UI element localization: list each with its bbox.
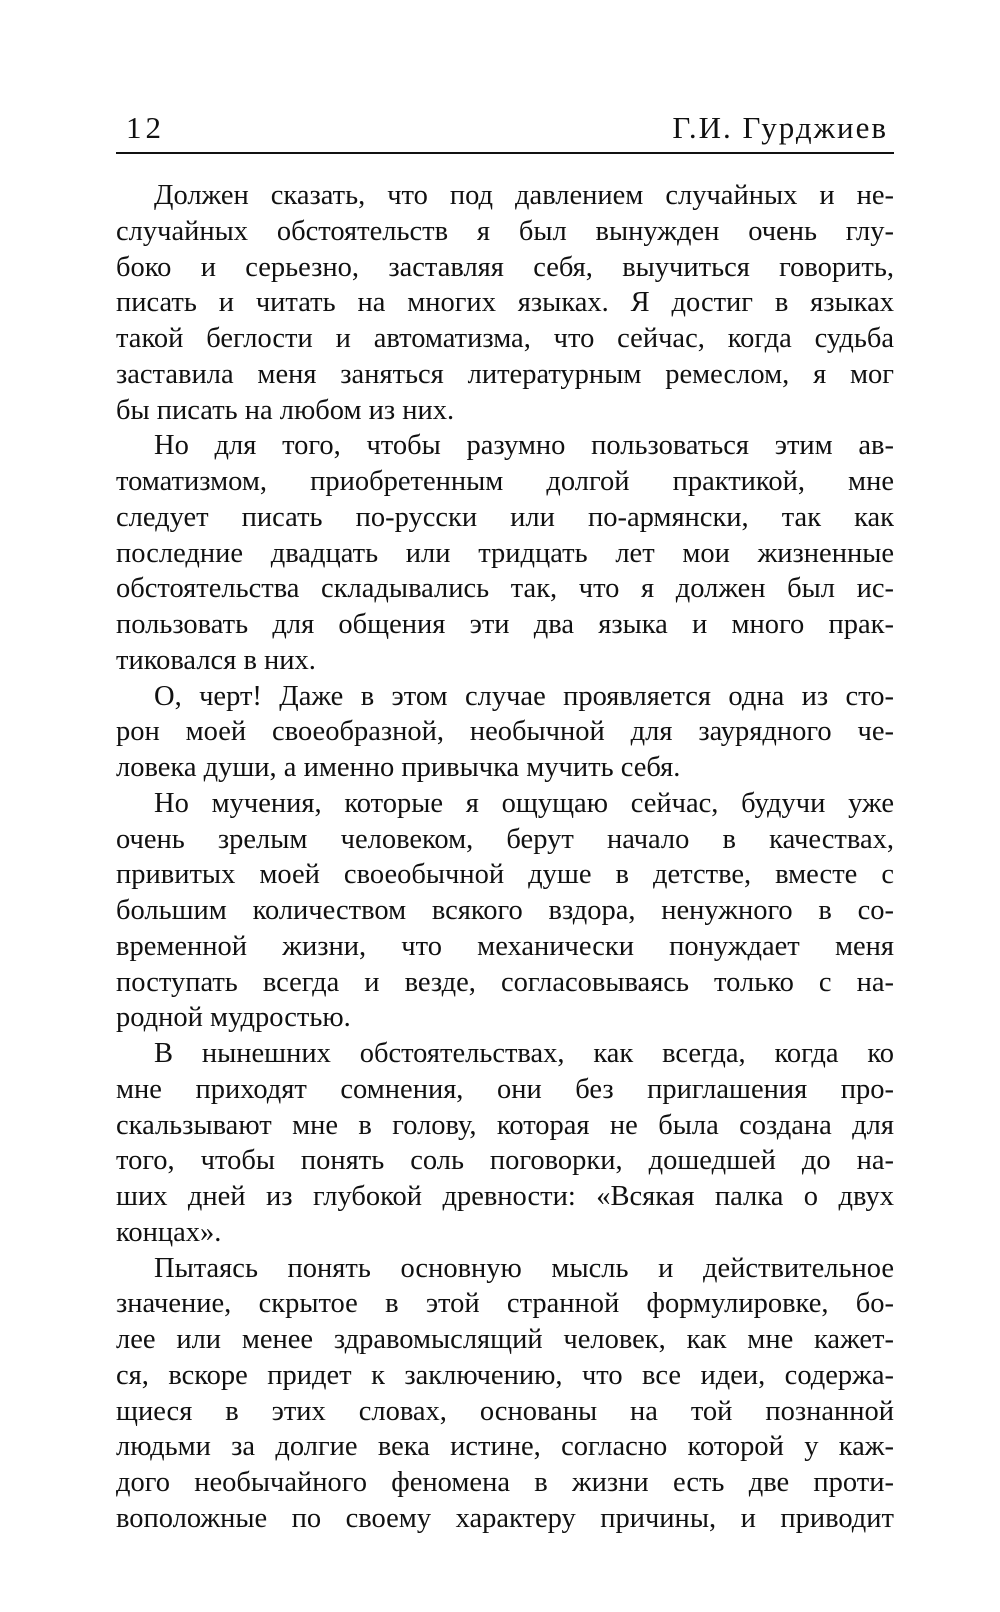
text-line: следует писать по-русски или по-армянски, так как — [116, 501, 894, 533]
text-line: томатизмом, приобретенным долгой практикой, мне — [116, 466, 894, 497]
text-line: боко и серьезно, заставляя себя, выучиться говорить, — [116, 251, 894, 283]
text-line: поступать всегда и везде, согласовываясь только с на- — [116, 966, 894, 998]
text-line: рон моей своеобразной, необычной для заурядного че- — [116, 716, 894, 748]
text-line: воположные по своему характеру причины, и приводит — [116, 1502, 894, 1534]
text-line: значение, скрытое в этой странной формулировке, бо- — [116, 1288, 894, 1320]
text-line: ловека души, а именно привычка мучить себя. — [116, 752, 681, 783]
text-line: щиеся в этих словах, основаны на той познанной — [116, 1395, 894, 1427]
text-line: ших дней из глубокой древности: «Всякая палка о двух — [116, 1181, 894, 1212]
text-line: скальзывают мне в голову, которая не была создана для — [116, 1109, 894, 1141]
text-line: того, чтобы понять соль поговорки, дошедшей до на- — [116, 1145, 894, 1177]
text-line: последние двадцать или тридцать лет мои жизненные — [116, 537, 894, 569]
text-line: большим количеством всякого вздора, ненужного в со- — [116, 895, 894, 926]
text-line: В нынешних обстоятельствах, как всегда, когда ко — [154, 1038, 894, 1069]
text-line: привитых моей своеобычной душе в детстве, вместе с — [116, 859, 894, 891]
text-line: О, черт! Даже в этом случае проявляется одна из сто- — [154, 680, 894, 712]
text-line: обстоятельства складывались так, что я должен был ис- — [116, 573, 894, 605]
text-line: такой беглости и автоматизма, что сейчас, когда судьба — [116, 323, 894, 354]
page-number: 12 — [126, 110, 165, 145]
running-header — [116, 110, 894, 154]
text-line: ся, вскоре придет к заключению, что все идеи, содержа- — [116, 1359, 894, 1391]
text-line: дого необычайного феномена в жизни есть две проти- — [116, 1467, 894, 1498]
text-line: лее или менее здравомыслящий человек, как мне кажет- — [116, 1324, 894, 1355]
text-line: концах». — [116, 1216, 222, 1248]
text-line: писать и читать на многих языках. Я достиг в языках — [116, 287, 894, 319]
body-text — [116, 178, 894, 1537]
text-line: случайных обстоятельств я был вынужден очень глу- — [116, 215, 894, 247]
text-line: Должен сказать, что под давлением случайных и не- — [154, 180, 894, 211]
text-line: тиковался в них. — [116, 644, 316, 676]
text-line: Но для того, чтобы разумно пользоваться этим ав- — [154, 430, 894, 462]
text-line: родной мудростью. — [116, 1002, 351, 1034]
text-line: людьми за долгие века истине, согласно которой у каж- — [116, 1431, 894, 1463]
author-name: Г.И. Гурджиев — [672, 110, 888, 145]
text-line: Пытаясь понять основную мысль и действительное — [154, 1252, 894, 1284]
text-line: мне приходят сомнения, они без приглашения про- — [116, 1073, 894, 1105]
text-line: временной жизни, что механически понуждает меня — [116, 930, 894, 962]
text-line: заставила меня заняться литературным ремеслом, я мог — [116, 358, 894, 390]
text-line: очень зрелым человеком, берут начало в качествах, — [116, 823, 894, 855]
text-line: пользовать для общения эти два языка и много прак- — [116, 609, 894, 640]
text-line: Но мучения, которые я ощущаю сейчас, будучи уже — [154, 787, 894, 819]
text-line: бы писать на любом из них. — [116, 394, 455, 426]
